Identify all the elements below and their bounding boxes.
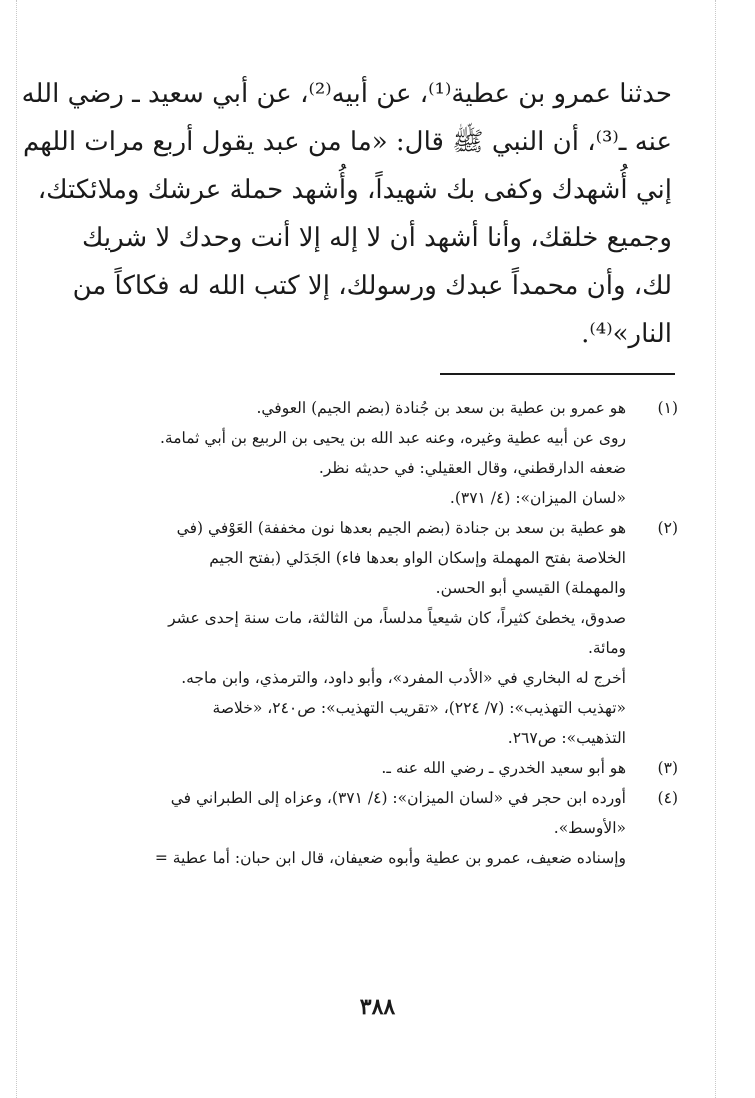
footnote-4 [88,783,678,873]
footnote-line: أخرج له البخاري في «الأدب المفرد»، وأبو داود، والترمذي، وابن ماجه. [181,669,626,687]
main-text-line: لك، وأن محمداً عبدك ورسولك، إلا كتب الله له فكاكاً من [72,271,672,301]
footnote-line: روى عن أبيه عطية وغيره، وعنه عبد الله بن يحيى بن الربيع بن أبي ثمامة. [159,429,626,447]
footnote-separator [440,373,675,375]
scan-edge-left [16,0,17,1098]
main-hadith-text [21,70,672,358]
footnote-line: صدوق، يخطئ كثيراً، كان شيعياً مدلساً، من الثالثة، مات سنة إحدى عشر [168,609,626,627]
footnote-line: التذهيب»: ص٢٦٧. [507,729,626,747]
footnote-1 [88,393,678,513]
scan-edge-right [715,0,716,1098]
main-text-line: إني أُشهدك وكفى بك شهيداً، وأُشهد حملة عرشك وملائكتك، [37,175,672,205]
footnote-number: (٢) [657,519,678,537]
footnote-line: ومائة. [587,639,626,657]
footnote-line: أورده ابن حجر في «لسان الميزان»: (٤/ ٣٧١)، وعزاه إلى الطبراني في [170,789,626,807]
footnote-line: «الأوسط». [553,819,626,837]
footnote-line: هو أبو سعيد الخدري ـ رضي الله عنه ـ. [381,759,626,777]
footnote-3 [88,753,678,783]
footnote-number: (١) [657,399,678,417]
main-text-line: النار»⁽⁴⁾. [581,319,672,349]
main-text-line: حدثنا عمرو بن عطية⁽¹⁾، عن أبيه⁽²⁾، عن أبي سعيد ـ رضي الله [21,79,672,109]
footnote-2 [88,513,678,753]
footnote-line: «لسان الميزان»: (٤/ ٣٧١). [449,489,626,507]
page-number: ٣٨٨ [359,994,396,1020]
footnote-line: هو عطية بن سعد بن جنادة (بضم الجيم بعدها نون مخففة) العَوْفي (في [176,519,626,537]
footnote-line: «تهذيب التهذيب»: (٧/ ٢٢٤)، «تقريب التهذيب»: ص٢٤٠، «خلاصة [212,699,626,717]
footnote-number: (٣) [657,759,678,777]
main-text-line: عنه ـ⁽³⁾، أن النبي ﷺ قال: «ما من عبد يقول أربع مرات اللهم [23,127,672,157]
footnote-line: هو عمرو بن عطية بن سعد بن جُنادة (بضم الجيم) العوفي. [256,399,626,417]
main-text-line: وجميع خلقك، وأنا أشهد أن لا إله إلا أنت وحدك لا شريك [81,223,672,253]
footnote-line: وإسناده ضعيف، عمرو بن عطية وأبوه ضعيفان، قال ابن حبان: أما عطية = [154,849,626,867]
footnote-line: والمهملة) القيسي أبو الحسن. [435,579,626,597]
footnote-line: الخلاصة بفتح المهملة وإسكان الواو بعدها فاء) الجَدَلي (بفتح الجيم [209,549,626,567]
footnotes [88,393,678,873]
footnote-number: (٤) [657,789,678,807]
footnote-line: ضعفه الدارقطني، وقال العقيلي: في حديثه نظر. [318,459,626,477]
